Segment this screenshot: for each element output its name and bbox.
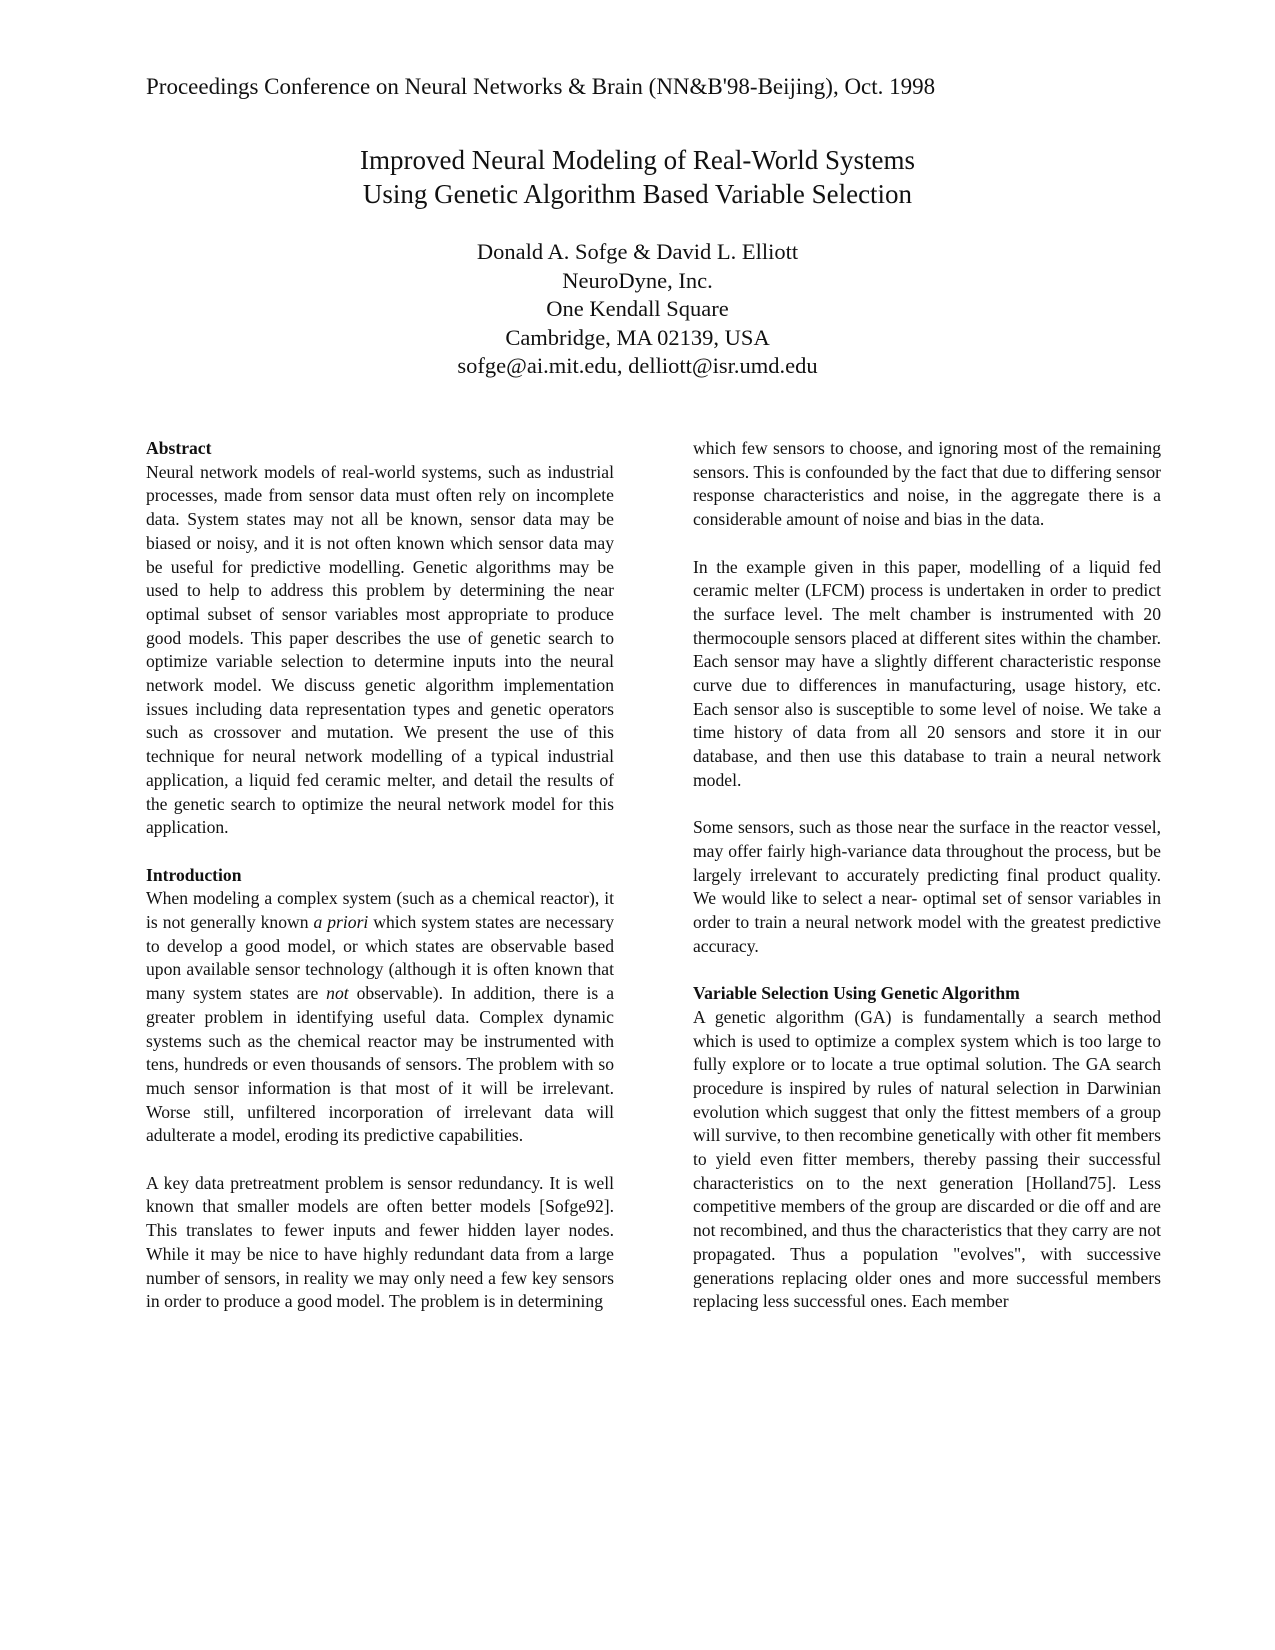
introduction-heading: Introduction — [146, 864, 242, 885]
author-names: Donald A. Sofge & David L. Elliott — [476, 239, 799, 264]
author-block — [0, 238, 1275, 381]
variable-selection-paragraph: A genetic algorithm (GA) is fundamentally a search method which is used to optimize a complex system which is too large to fully explore or to locate a true optimal solution. The GA search procedure is inspired by rules of natural selection in Darwinian evolution which suggest that only the fittest members of a group will survive, to then recombine genetically with other fit members to yield even fitter members, thereby passing their successful characteristics on to the next generation [Holland75]. Less competitive members of the group are discarded or die off and are not recombined, and thus the characteristics that they carry are not propagated. Thus a population "evolves", with successive generations replacing older ones and more successful members replacing less successful ones. Each member — [693, 1006, 1161, 1312]
abstract-paragraph: Neural network models of real-world systems, such as industrial processes, made from sensor data must often rely on incomplete data. System states may not all be known, sensor data may be biased or noisy, and it is not often known which sensor data may be useful for predictive modelling. Genetic algorithms may be used to help to address this problem by determining the near optimal subset of sensor variables most appropriate to produce good models. This paper describes the use of genetic search to optimize variable selection to determine inputs into the neural network model. We discuss genetic algorithm implementation issues including data representation types and genetic operators such as crossover and mutation. We present the use of this technique for neural network modelling of a typical industrial application, a liquid fed ceramic melter, and detail the results of the genetic search to optimize the neural network model for this application. — [146, 461, 614, 838]
introduction-paragraph-2: A key data pretreatment problem is sensor redundancy. It is well known that smaller models are often better models [Sofge92]. This translates to fewer inputs and fewer hidden layer nodes. While it may be nice to have highly redundant data from a large number of sensors, in reality we may only need a few key sensors in order to produce a good model. The problem is in determining — [146, 1172, 614, 1312]
conference-header: Proceedings Conference on Neural Networks & Brain (NN&B'98-Beijing), Oct. 1998 — [146, 74, 936, 99]
variable-selection-heading: Variable Selection Using Genetic Algorithm — [693, 983, 1020, 1004]
title-line-1: Improved Neural Modeling of Real-World Systems — [360, 145, 915, 175]
right-column — [693, 437, 1161, 1338]
left-column — [146, 437, 614, 1338]
author-emails: sofge@ai.mit.edu, delliott@isr.umd.edu — [457, 353, 818, 378]
author-address-line-2: Cambridge, MA 02139, USA — [505, 324, 770, 350]
author-organization: NeuroDyne, Inc. — [562, 267, 713, 293]
intro-text-segment: observable). In addition, there is a greater problem in identifying useful data. Complex dynamic systems such as the chemical reactor may be instrumented with tens, hundreds or even thousands of sensors. The problem with so much sensor information is that most of it will be irrelevant. Worse still, unfiltered incorporation of irrelevant data will adulterate a model, eroding its predictive capabilities. — [146, 983, 614, 1146]
intro-text-segment: When modeling a complex system (such as a chemical reactor), it is not generally known — [146, 888, 614, 933]
title-line-2: Using Genetic Algorithm Based Variable Selection — [362, 179, 913, 209]
author-address-line-1: One Kendall Square — [546, 296, 729, 321]
paper-title — [0, 143, 1275, 211]
intro-text-segment: which system states are necessary to develop a good model, or which states are observable based upon available sensor technology (although it is often known that many system states are — [146, 912, 615, 1004]
body-paragraph-sensors: Some sensors, such as those near the surface in the reactor vessel, may offer fairly high-variance data throughout the process, but be largely irrelevant to accurately predicting final product quality. We would like to select a near- optimal set of sensor variables in order to train a neural network model with the greatest predictive accuracy. — [693, 817, 1161, 956]
introduction-paragraph-1 — [146, 887, 614, 1148]
intro-italic-a-priori: a priori — [313, 912, 369, 933]
abstract-heading: Abstract — [146, 438, 212, 458]
body-paragraph-continued: which few sensors to choose, and ignoring most of the remaining sensors. This is confounded by the fact that due to differing sensor response characteristics and noise, in the aggregate there is a considerable amount of noise and bias in the data. — [693, 438, 1161, 530]
body-paragraph-lfcm: In the example given in this paper, modelling of a liquid fed ceramic melter (LFCM) process is undertaken in order to predict the surface level. The melt chamber is instrumented with 20 thermocouple sensors placed at different sites within the chamber. Each sensor may have a slightly different characteristic response curve due to differences in manufacturing, usage history, etc. Each sensor also is susceptible to some level of noise. We take a time history of data from all 20 sensors and store it in our database, and then use this database to train a neural network model. — [693, 556, 1161, 790]
intro-italic-not: not — [326, 983, 349, 1004]
